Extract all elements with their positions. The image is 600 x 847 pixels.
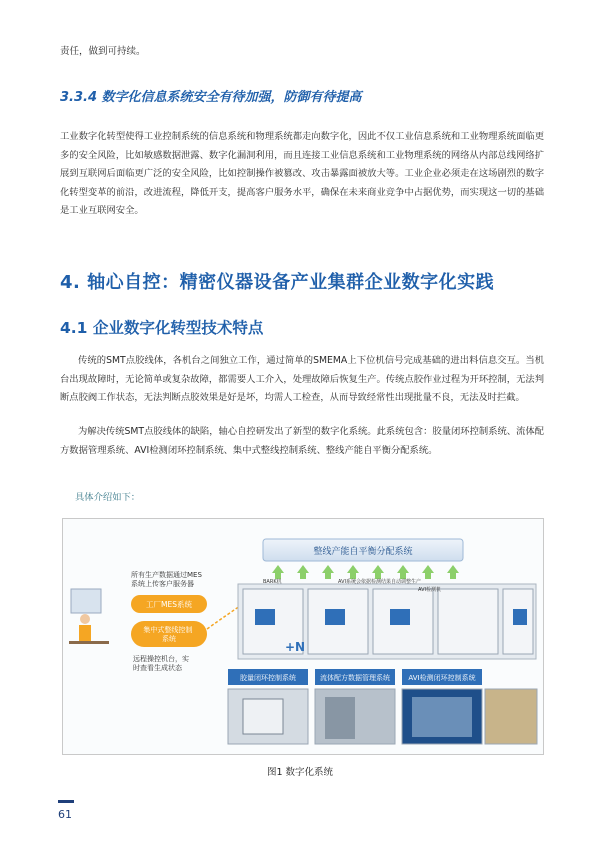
subsection-heading-334: 3.3.4 数字化信息系统安全有待加强，防御有待提高 bbox=[60, 90, 362, 105]
green-arrows bbox=[272, 565, 459, 579]
intro-text: 具体介绍如下： bbox=[75, 492, 141, 503]
bottom-box-2-label: 流体配方数据管理系统 bbox=[320, 674, 390, 682]
figure-diagram bbox=[63, 519, 543, 754]
plus-n-label: +N bbox=[285, 640, 306, 654]
paragraph-solution: 为解决传统SMT点胶线体的缺陷，轴心自控研发出了新型的数字化系统。此系统包含：胶量闭环控制系统、流体配方数据管理系统、AVI检测闭环控制系统、集中式整线控制系统、整线产能自平衡分配系统。 bbox=[60, 426, 544, 456]
figure-digital-system bbox=[62, 518, 544, 755]
paragraph-security: 工业数字化转型使得工业控制系统的信息系统和物理系统都走向数字化，因此不仅工业信息系统和工业物理系统面临更多的安全风险，比如敏感数据泄露、数字化漏洞利用，而且连接工业信息系统和工业物理系统的网络从内部总线网络扩展到互联网后面临更广泛的安全风险，比如控制操作被篡改、攻击暴露面被放大等。工业企业必须走在这场剧烈的数字化转型变革的前沿，改进流程，降低开支，提高客户服务水平，确保在未来商业竞争中占据优势，而实现这一切的基础是工业互联网安全。 bbox=[60, 131, 544, 216]
operator-illustration bbox=[69, 589, 109, 644]
page-number: 61 bbox=[58, 808, 72, 821]
subsection-heading-41: 4.1 企业数字化转型技术特点 bbox=[60, 319, 264, 337]
mes-box-label: 工厂MES系统 bbox=[146, 600, 192, 609]
banner-label: 整线产能自平衡分配系统 bbox=[313, 547, 413, 557]
page-number-bar bbox=[58, 800, 74, 803]
remote-note: 远程操控机台，实 时查看生成状态 bbox=[133, 655, 189, 672]
machine-tag-2: AVI系统会依据检测结果自动调整生产 bbox=[338, 579, 421, 585]
machine-line bbox=[238, 584, 536, 659]
photo-sensor bbox=[485, 689, 537, 744]
figure-caption: 图1 数字化系统 bbox=[266, 767, 334, 778]
machine-tag-1: BARK机 bbox=[263, 579, 282, 585]
section-heading-4: 4. 轴心自控：精密仪器设备产业集群企业数字化实践 bbox=[60, 272, 495, 293]
paragraph-smt: 传统的SMT点胶线体，各机台之间独立工作，通过简单的SMEMA上下位机信号完成基础的进出料信息交互。当机台出现故障时，无论简单或复杂故障，都需要人工介入，处理故障后恢复生产。传统点胶作业过程为开环控制，无法判断点胶阀工作状态，无法判断点胶效果是好是坏，均需人工检查，从而导致经常性出现批量不良，无法及时拦截。 bbox=[60, 355, 544, 403]
central-control-box bbox=[131, 621, 207, 647]
continuation-text: 责任，做到可持续。 bbox=[60, 46, 146, 57]
bottom-box-3-label: AVI检测闭环控制系统 bbox=[408, 674, 476, 682]
machine-tag-3: AVI检测机 bbox=[418, 587, 441, 593]
bottom-box-1-label: 胶量闭环控制系统 bbox=[240, 674, 296, 682]
central-box-label: 集中式整线控制 系统 bbox=[143, 626, 193, 643]
mes-note: 所有生产数据通过MES 系统上传客户服务器 bbox=[131, 571, 202, 588]
